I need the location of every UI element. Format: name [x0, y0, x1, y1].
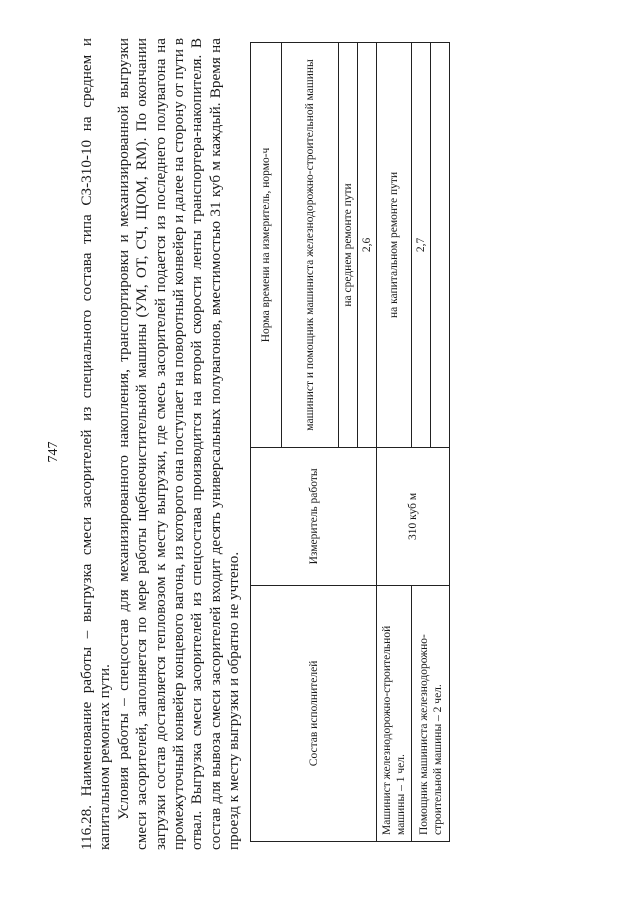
mode-average-repair: на среднем ремонте пути	[339, 43, 358, 448]
work-conditions: Условия работы – спецсостав для механизированного накопления, транспортировки и механизированной выгрузки смеси засорителей, заполняется по мере работы щебнеочистительной машины (УМ, ОТ, СЧ, ЩОМ, RM). По окончании загрузки состав доставляется тепловозом к месту выгрузки, где смесь засорителей подается из последнего полувагона на промежуточный конвейер концевого вагона, из которого она поступает на поворотный конвейер и далее на сторону от пути в отвал. Выгрузка смеси засорителей из спецсостава производится на второй скорости ленты транспортера-накопителя. В состав для вывоза смеси засорителей входит десять универсальных полувагонов, вместимостью 31 куб м каждый. Время на проезд к месту выгрузки и обратно не учтено.	[114, 38, 243, 850]
mode-capital-repair: на капитальном ремонте пути	[377, 43, 412, 448]
value-capital-repair: 2,7	[412, 43, 431, 448]
meter-value: 310 куб м	[377, 447, 450, 585]
header-workers: машинист и помощник машиниста железнодорожно-строительной машины	[282, 43, 339, 448]
text-block	[78, 38, 244, 850]
rotated-page	[40, 22, 600, 882]
performer-driver: Машинист железнодорожно-строительной машины – 1 чел.	[377, 585, 412, 841]
time-norm-table	[250, 42, 450, 842]
header-meter: Измеритель работы	[251, 447, 377, 585]
empty-cell	[431, 43, 450, 448]
section-heading: 116.28. Наименование работы – выгрузка смеси засорителей из специального состава типа СЗ-310-10 на среднем и капитальном ремонтах пути.	[78, 38, 114, 850]
header-norm: Норма времени на измеритель, нормо-ч	[251, 43, 282, 448]
performer-assistant: Помощник машиниста железнодорожно-строительной машины – 2 чел.	[412, 585, 450, 841]
page-number: 747	[46, 441, 61, 463]
header-performers: Состав исполнителей	[251, 585, 377, 841]
value-average-repair: 2,6	[358, 43, 377, 448]
